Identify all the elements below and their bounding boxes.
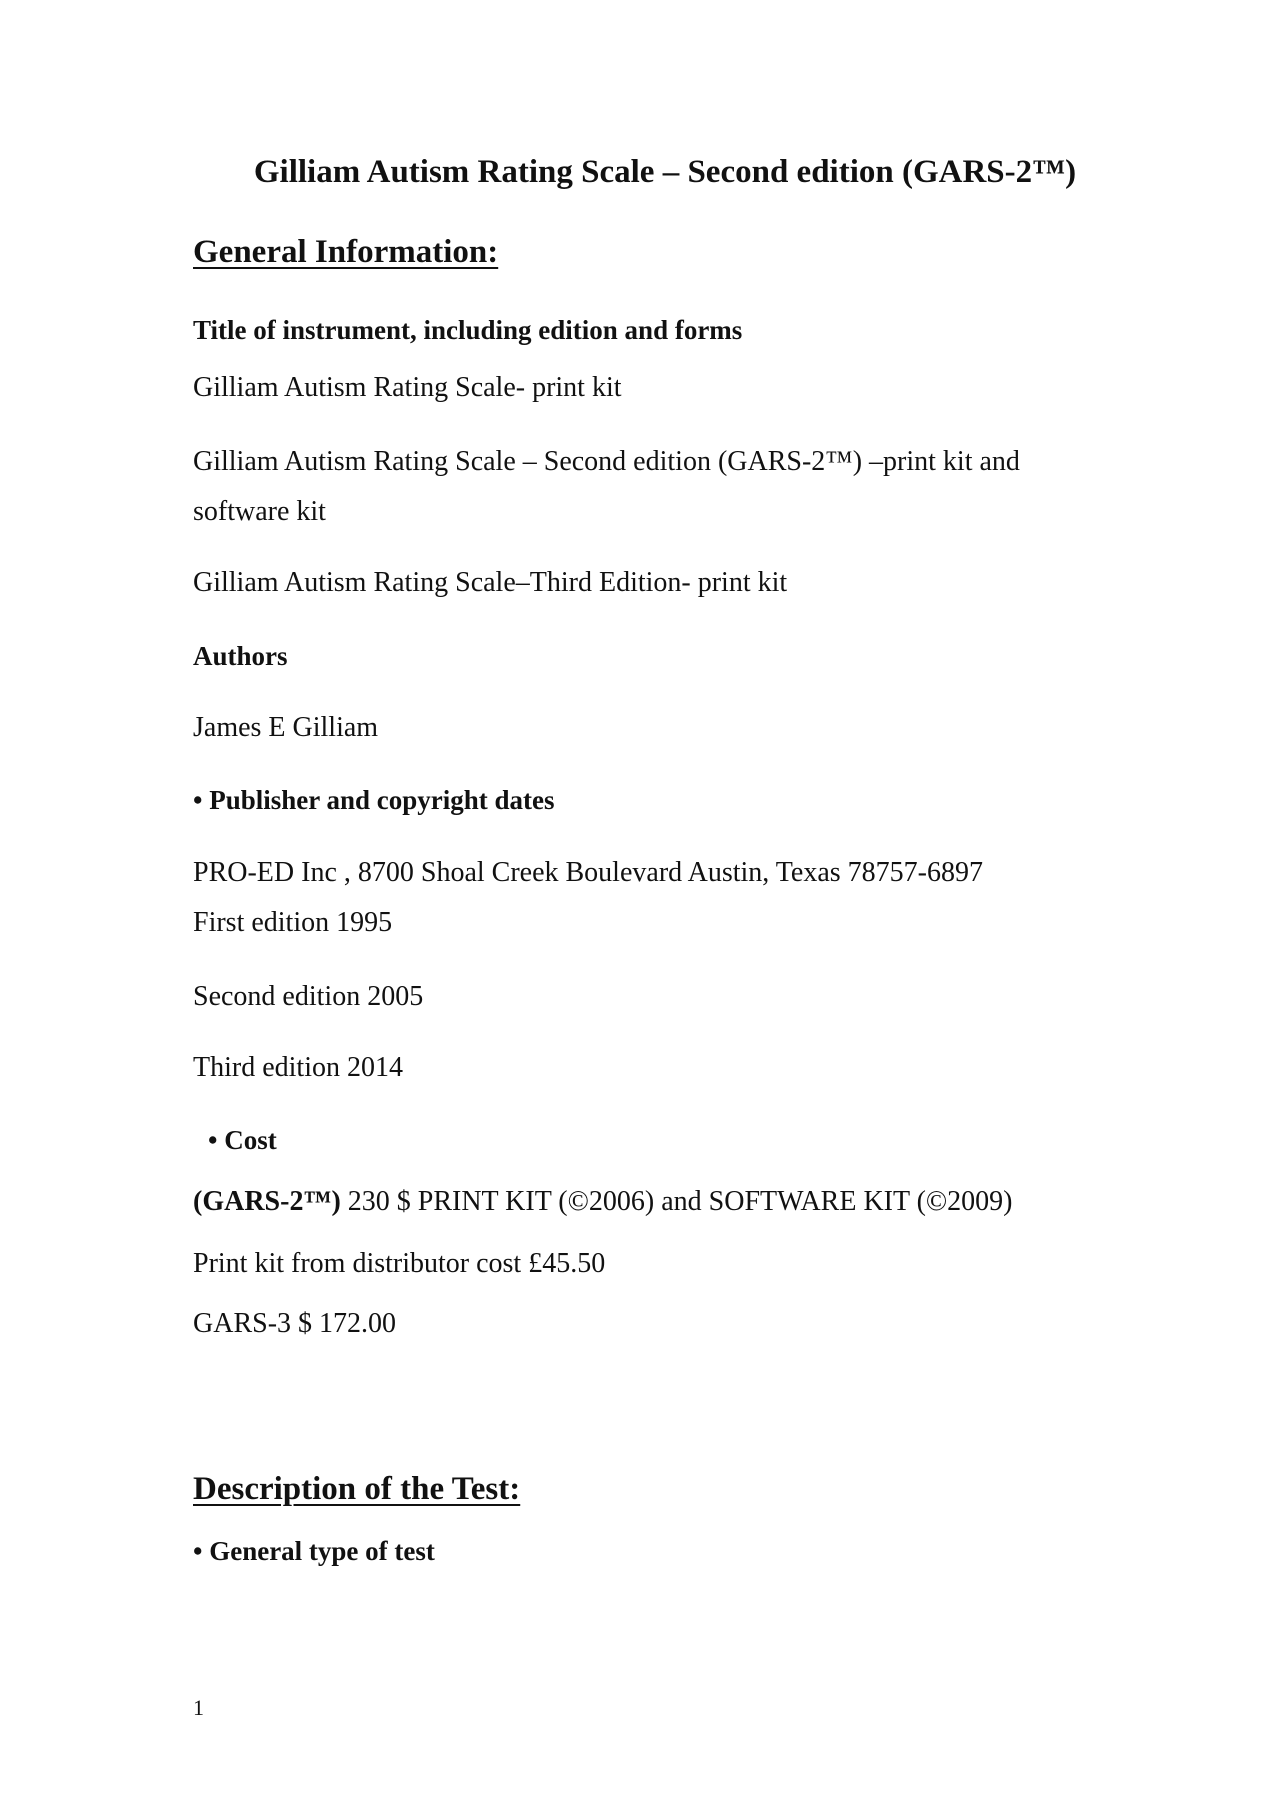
cost-line-3: GARS-3 $ 172.00 — [193, 1308, 397, 1339]
general-type-label: • General type of test — [193, 1536, 435, 1566]
publisher-label: • Publisher and copyright dates — [193, 785, 555, 815]
section-heading-description: Description of the Test: — [193, 1471, 521, 1507]
cost-line-2: Print kit from distributor cost £45.50 — [193, 1248, 606, 1279]
title-line-3: software kit — [193, 496, 326, 527]
title-of-instrument-label: Title of instrument, including edition and forms — [193, 315, 743, 345]
authors-value: James E Gilliam — [193, 712, 379, 743]
cost-label: • Cost — [208, 1125, 277, 1155]
publisher-line-3: Second edition 2005 — [193, 981, 424, 1012]
publisher-line-4: Third edition 2014 — [193, 1052, 403, 1083]
publisher-line-1: PRO-ED Inc , 8700 Shoal Creek Boulevard Austin, Texas 78757-6897 — [193, 857, 983, 888]
title-line-2: Gilliam Autism Rating Scale – Second edition (GARS-2™) –print kit and — [193, 446, 1020, 477]
cost-line-1 — [193, 1188, 1013, 1216]
document-title: Gilliam Autism Rating Scale – Second edition (GARS-2™) — [253, 154, 1077, 190]
section-heading-general-information: General Information: — [193, 234, 499, 270]
cost-line-1-details: 230 $ PRINT KIT (©2006) and SOFTWARE KIT (©2009) — [340, 1186, 1013, 1217]
title-line-4: Gilliam Autism Rating Scale–Third Edition- print kit — [193, 567, 788, 598]
page-number: 1 — [193, 1695, 204, 1720]
cost-line-1-product: (GARS-2™) — [193, 1186, 341, 1217]
publisher-line-2: First edition 1995 — [193, 907, 393, 938]
title-line-1: Gilliam Autism Rating Scale- print kit — [193, 372, 622, 403]
authors-label: Authors — [193, 641, 288, 671]
